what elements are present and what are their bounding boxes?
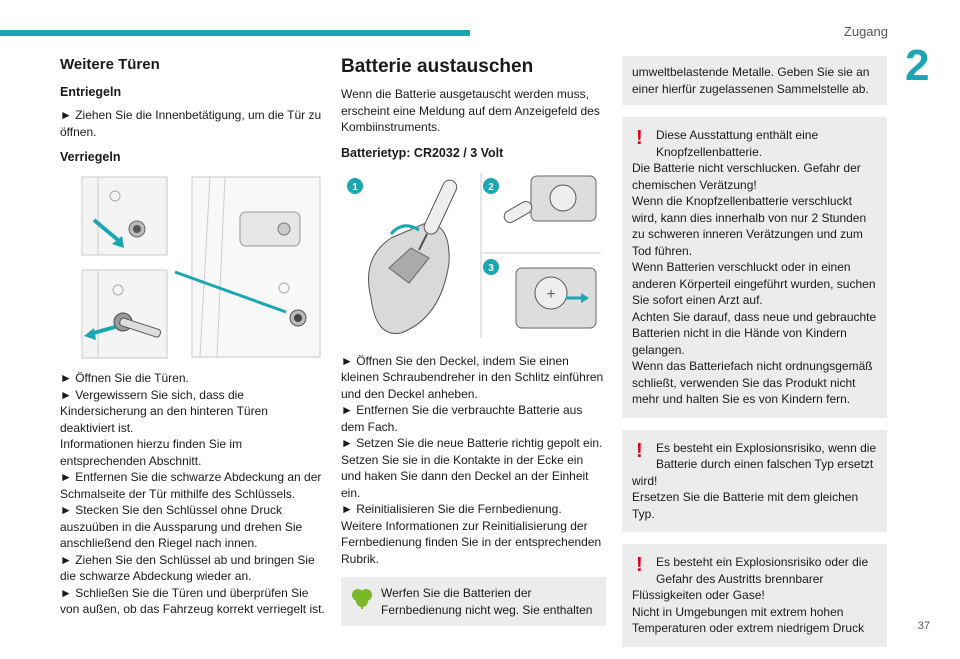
svg-text:+: + (546, 285, 556, 303)
eco-note-continued: umweltbelastende Metalle. Geben Sie sie an einer hierfür zugelassenen Sammelstelle ab. (622, 56, 887, 105)
unlock-instruction: ► Ziehen Sie die Innenbetätigung, um die Tür zu öffnen. (60, 108, 322, 139)
warning-1-line: Wenn das Batteriefach nicht ordnungsgemäß schließt, verwenden Sie das Produkt nicht mehr und halten Sie es von Kindern fern. (632, 359, 873, 406)
warning-button-cell (622, 117, 887, 418)
warning-explosion (622, 544, 887, 647)
lock-step-2-info: Informationen hierzu finden Sie im entsprechenden Abschnitt. (60, 437, 243, 468)
battery-step-4: ► Reinitialisieren Sie die Fernbedienung. (341, 502, 562, 516)
warning-1-line: Wenn die Knopfzellenbatterie verschluckt wird, kann dies innerhalb von nur 2 Stunden zu schweren inneren Verätzungen und zum Tod führen. (632, 194, 867, 258)
battery-step-2: ► Entfernen Sie die verbrauchte Batterie aus dem Fach. (341, 403, 583, 434)
warning-icon: ! (636, 554, 643, 576)
column-other-doors (60, 56, 325, 618)
battery-step-1: ► Öffnen Sie den Deckel, indem Sie einen kleinen Schraubendreher in den Schlitz einführen und den Deckel anheben. (341, 353, 604, 401)
door-lock-illustration (60, 172, 325, 362)
page-number: 37 (917, 620, 930, 632)
warning-1-first-line: Diese Ausstattung enthält eine Knopfzellenbatterie. (656, 128, 819, 159)
lock-step-2: ► Vergewissern Sie sich, dass die Kindersicherung an den hinteren Türen deaktiviert ist. (60, 387, 268, 435)
battery-replacement-illustration (341, 168, 606, 343)
warning-3-first-line: Es besteht ein Explosionsrisiko oder die Gefahr des Austritts brennbarer (656, 555, 869, 586)
step-label-2: 2 (488, 181, 494, 193)
heading-other-doors: Weitere Türen (60, 56, 160, 73)
lock-step-5: ► Ziehen Sie den Schlüssel ab und bringen Sie die schwarze Abdeckung wieder an. (60, 552, 315, 583)
eco-note-text: Werfen Sie die Batterien der Fernbedienung nicht weg. Sie enthalten (381, 586, 593, 617)
lock-step-6: ► Schließen Sie die Türen und überprüfen Sie von außen, ob das Fahrzeug korrekt verriegelt ist. (60, 585, 325, 616)
warning-2-line: Ersetzen Sie die Batterie mit dem gleichen Typ. (632, 490, 859, 521)
warning-2-line: wird! (632, 473, 658, 488)
warning-3-line: Nicht in Umgebungen mit extrem hohen Temperaturen oder extrem niedrigem Druck (632, 604, 865, 635)
warning-1-line: Wenn Batterien verschluckt oder in einen anderen Körperteil eingeführt wurden, suchen Sie sofort einen Arzt auf. (632, 260, 876, 307)
chapter-number: 2 (905, 41, 930, 90)
heading-lock: Verriegeln (60, 150, 121, 164)
warning-3-line: Flüssigkeiten oder Gase! (632, 588, 765, 602)
column-warnings (622, 56, 887, 659)
battery-type: Batterietyp: CR2032 / 3 Volt (341, 145, 504, 160)
heading-battery-replace: Batterie austauschen (341, 56, 534, 77)
warning-2-first-line: Es besteht ein Explosionsrisiko, wenn die Batterie durch einen falschen Typ ersetzt (656, 440, 877, 471)
lock-step-4: ► Stecken Sie den Schlüssel ohne Druck auszuüben in die Aussparung und drehen Sie anschließend den Riegel nach innen. (60, 503, 303, 550)
section-title: Zugang (843, 24, 888, 39)
warning-wrong-type (622, 430, 887, 533)
battery-step-4-info: Weitere Informationen zur Reinitialisierung der Fernbedienung finden Sie in der entsprechenden Rubrik. (341, 518, 602, 566)
warning-icon: ! (636, 439, 643, 462)
battery-intro: Wenn die Batterie ausgetauscht werden muss, erscheint eine Meldung auf dem Anzeigefeld des Kombiinstruments. (341, 87, 600, 134)
warning-1-line: Achten Sie darauf, dass neue und gebrauchte Batterien nicht in die Hände von Kindern gelangen. (632, 309, 877, 357)
warning-1-line: Die Batterie nicht verschlucken. Gefahr der chemischen Verätzung! (632, 161, 861, 192)
step-label-1: 1 (352, 181, 358, 193)
header-accent-bar (0, 30, 470, 36)
step-label-3: 3 (488, 262, 494, 274)
lock-step-1: ► Öffnen Sie die Türen. (60, 371, 189, 385)
warning-icon: ! (636, 127, 643, 149)
column-battery (341, 56, 606, 626)
eco-note-box (341, 577, 606, 626)
heading-unlock: Entriegeln (60, 85, 122, 99)
lock-step-3: ► Entfernen Sie die schwarze Abdeckung an der Schmalseite der Tür mithilfe des Schlüssels. (60, 470, 322, 501)
battery-step-3: ► Setzen Sie die neue Batterie richtig gepolt ein. Setzen Sie sie in die Kontakte in der Ecke ein und haken Sie dann den Deckel an der Einheit ein. (341, 436, 603, 500)
eco-leaf-icon (351, 587, 373, 609)
